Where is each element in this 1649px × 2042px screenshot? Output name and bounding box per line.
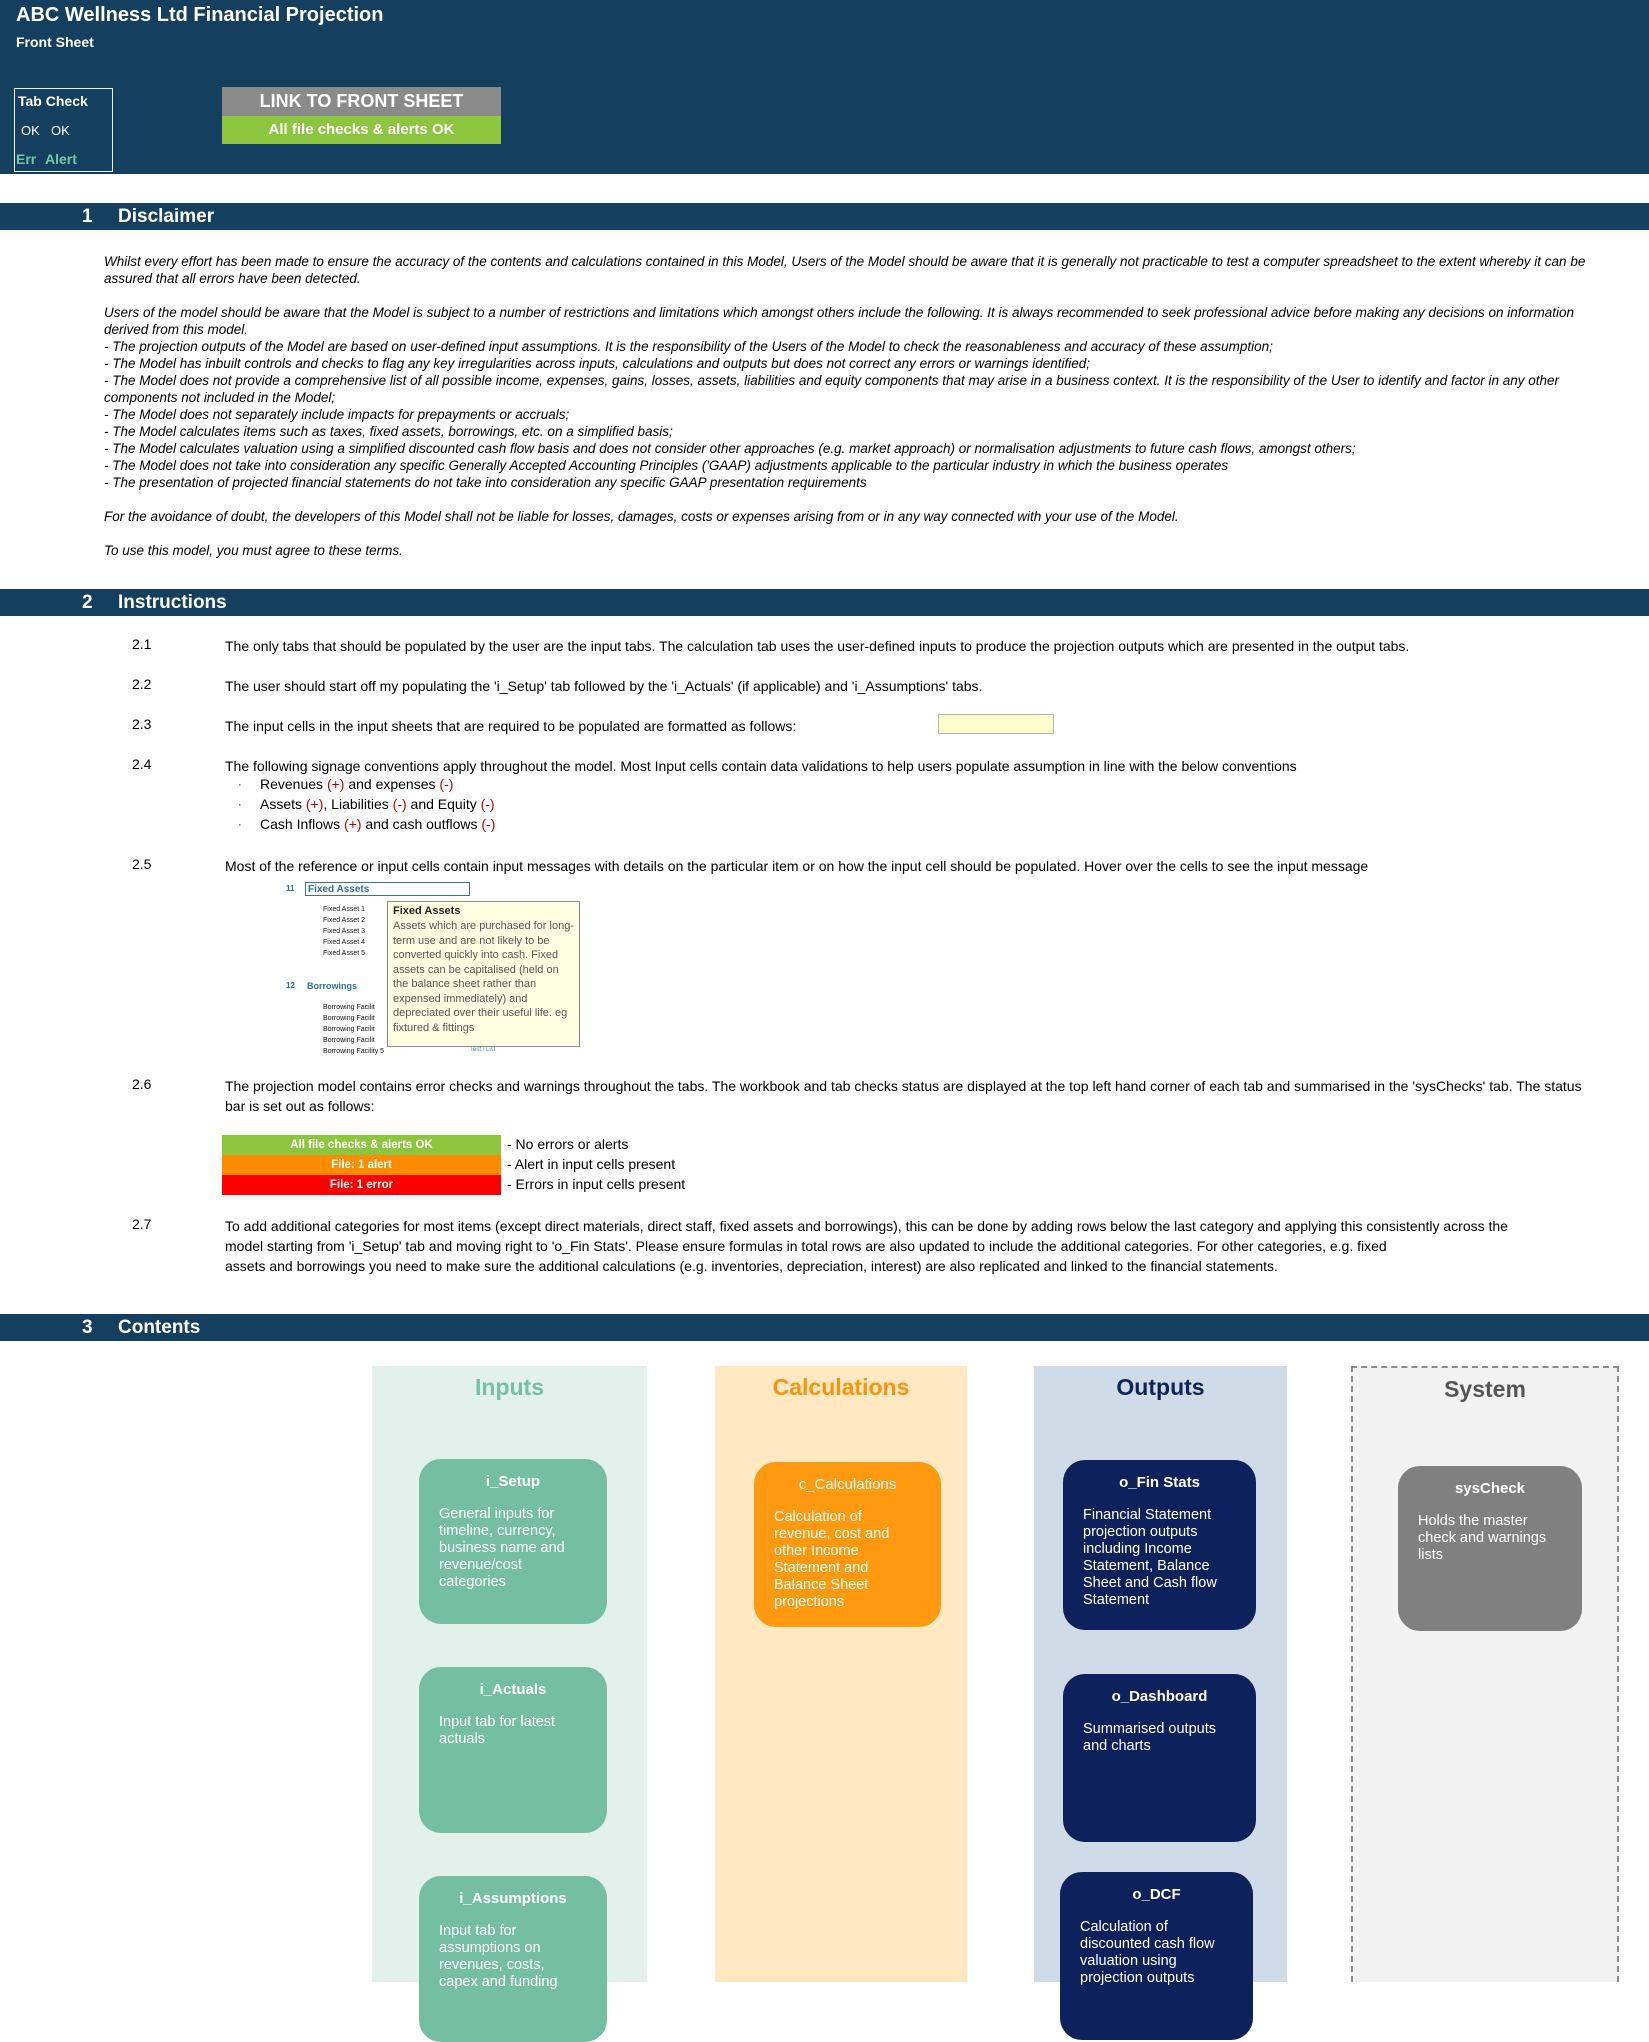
card-title: o_Dashboard xyxy=(1111,1688,1208,1705)
bullet-text: Revenues xyxy=(260,776,327,792)
bullet-icon: · xyxy=(238,779,242,791)
bullet-text: Assets xyxy=(260,796,306,812)
example-asset-row: Fixed Asset 2 xyxy=(323,917,366,924)
card-title: sysCheck xyxy=(1454,1480,1526,1497)
instruction-number: 2.2 xyxy=(132,676,152,692)
example-borrowing-row: Borrowing Facilit xyxy=(323,1015,375,1022)
instruction-text: The only tabs that should be populated by the user are the input tabs. The calculation tab uses the user-defined inputs to produce the projection outputs which are presented in the output tabs. xyxy=(225,638,1410,654)
instruction-text: The projection model contains error checks and warnings throughout the tabs. The workbook and tab checks status are displayed at the top left hand corner of each tab and summarised in the 'sysChecks' tab. The status bar is set out as follows: xyxy=(225,1078,1582,1114)
example-asset-row: Fixed Asset 5 xyxy=(323,950,366,957)
disclaimer-item: - The projection outputs of the Model are based on user-defined input assumptions. It is the responsibility of the Users of the Model to check the reasonableness and accuracy of these assumption; xyxy=(104,339,1273,354)
example-row-number: 12 xyxy=(286,981,295,990)
input-message-tooltip xyxy=(387,901,580,1047)
instruction-text: The user should start off my populating the 'i_Setup' tab followed by the 'i_Actuals' (if applicable) and 'i_Assumptions' tabs. xyxy=(225,678,983,694)
example-borrowing-row: Borrowing Facilit xyxy=(323,1026,375,1033)
tab-card-o-dashboard[interactable] xyxy=(1063,1674,1256,1842)
card-title: i_Setup xyxy=(485,1473,541,1490)
instruction-text xyxy=(225,1216,1585,1276)
tab-card-i-actuals[interactable] xyxy=(419,1667,607,1833)
section-number: 1 xyxy=(82,206,93,227)
section-bar-instructions xyxy=(0,589,1649,616)
bullet-text: and Equity xyxy=(406,796,481,812)
disclaimer-item: - The Model calculates valuation using a simplified discounted cash flow basis and does not consider other approaches (e.g. market approach) or normalisation adjustments to future cash flows, amongst others; xyxy=(104,441,1356,456)
contents-system-column xyxy=(1351,1366,1619,1982)
tab-check-box xyxy=(14,88,113,172)
card-description: Calculation of revenue, cost and other Income Statement and Balance Sheet projections xyxy=(774,1509,890,1610)
tooltip-body: Assets which are purchased for long-term use and are not likely to be converted quickly into cash. Fixed assets can be capitalised (held on the balance sheet rather than expensed immediately) and depreciated over their useful life. eg fixtured & fittings xyxy=(393,920,574,1034)
contents-inputs-column xyxy=(372,1366,647,1990)
tab-card-syscheck[interactable] xyxy=(1398,1466,1582,1631)
status-legend-desc: - No errors or alerts xyxy=(507,1136,629,1152)
bullet-icon: · xyxy=(238,799,242,811)
disclaimer-item: - The Model has inbuilt controls and checks to flag any key irregularities across inputs, calculations and outputs but does not correct any errors or warnings identified; xyxy=(104,356,1091,371)
card-title: c_Calculations xyxy=(798,1476,897,1493)
example-borrowing-row: Borrowing Facilit xyxy=(323,1037,375,1044)
disclaimer-item: - The Model does not separately include impacts for prepayments or accruals; xyxy=(104,407,570,422)
section-label: Contents xyxy=(118,1317,201,1338)
instruction-text: The input cells in the input sheets that are required to be populated are formatted as follows: xyxy=(225,718,797,734)
section-bar-contents xyxy=(0,1314,1649,1341)
tab-card-i-setup[interactable] xyxy=(419,1459,607,1624)
disclaimer-paragraph: For the avoidance of doubt, the developers of this Model shall not be liable for losses, damages, costs or expenses arising from or in any way connected with your use of the Model. xyxy=(104,509,1179,524)
column-title-system: System xyxy=(1444,1376,1526,1402)
sign-positive: (+) xyxy=(305,796,324,812)
tooltip-title: Fixed Assets xyxy=(393,905,461,917)
status-legend-desc: - Alert in input cells present xyxy=(507,1156,676,1172)
disclaimer-paragraph: To use this model, you must agree to these terms. xyxy=(104,543,403,558)
instruction-number: 2.1 xyxy=(132,636,152,652)
example-fixed-assets-cell: Fixed Assets xyxy=(305,882,470,896)
sign-convention-assets xyxy=(260,796,495,812)
disclaimer-item: - The Model does not take into consideration any specific Generally Accepted Accounting Principles ('GAAP) adjustments applicable to the particular industry in which the business operates xyxy=(104,458,1229,473)
instruction-number: 2.6 xyxy=(132,1076,152,1092)
status-legend-alert: File: 1 alert xyxy=(222,1155,501,1175)
status-legend-desc: - Errors in input cells present xyxy=(507,1176,686,1192)
column-title-inputs: Inputs xyxy=(475,1374,544,1400)
card-description: Input tab for latest actuals xyxy=(439,1714,556,1747)
instruction-text: The following signage conventions apply throughout the model. Most Input cells contain data validations to help users populate assumption in line with the below conventions xyxy=(225,758,1297,774)
instruction-text: Most of the reference or input cells contain input messages with details on the particular item or on how the input cell should be populated. Hover over the cells to see the input message xyxy=(225,858,1369,874)
file-status-bar: All file checks & alerts OK xyxy=(222,116,501,144)
sign-negative: (-) xyxy=(439,776,454,792)
disclaimer-text xyxy=(104,253,1604,559)
contents-calculations-column xyxy=(715,1366,967,1982)
tab-check-ok: OK xyxy=(21,123,40,138)
sign-positive: (+) xyxy=(344,816,362,832)
tab-card-i-assumptions[interactable] xyxy=(419,1876,607,2042)
disclaimer-item: - The Model does not provide a comprehensive list of all possible income, expenses, gains, losses, assets, liabilities and equity components that may arise in a business context. It is the responsibility of the User to identify and factor in any other components not included in the Model; xyxy=(104,373,1560,405)
instruction-line: model starting from 'i_Setup' tab and moving right to 'o_Fin Stats'. Please ensure formulas in total rows are also updated to include the additional categories. For other categories, e.g. fixed xyxy=(225,1238,1387,1254)
disclaimer-paragraph: Whilst every effort has been made to ensure the accuracy of the contents and calculations contained in this Model, Users of the Model should be aware that it is generally not practicable to test a computer spreadsheet to the extent whereby it can be assured that all errors have been detected. xyxy=(104,254,1586,286)
card-description: Financial Statement projection outputs including Income Statement, Balance Sheet and Cash flow Statement xyxy=(1083,1507,1217,1608)
bullet-text: and cash outflows xyxy=(361,816,482,832)
card-title: o_DCF xyxy=(1132,1886,1181,1903)
example-asset-row: Fixed Asset 4 xyxy=(323,939,366,946)
page-title: ABC Wellness Ltd Financial Projection xyxy=(16,4,384,26)
instruction-number: 2.3 xyxy=(132,716,152,732)
sign-convention-cash xyxy=(260,816,495,832)
column-title-calculations: Calculations xyxy=(772,1374,910,1400)
bullet-text: Cash Inflows xyxy=(260,816,345,832)
tab-card-o-dcf[interactable] xyxy=(1060,1872,1253,2040)
sign-negative: (-) xyxy=(480,796,495,812)
example-asset-row: Fixed Asset 1 xyxy=(323,906,366,913)
tab-check-title: Tab Check xyxy=(18,93,88,109)
example-asset-row: Fixed Asset 3 xyxy=(323,928,366,935)
disclaimer-item: - The presentation of projected financial statements do not take into consideration any specific GAAP presentation requirements xyxy=(104,475,867,490)
section-bar-disclaimer xyxy=(0,203,1649,230)
instruction-line: assets and borrowings you need to make sure the additional calculations (e.g. inventories, depreciation, interest) are also replicated and linked to the financial statements. xyxy=(225,1258,1278,1274)
tab-card-c-calculations[interactable] xyxy=(754,1462,941,1627)
disclaimer-item: - The Model calculates items such as taxes, fixed assets, borrowings, etc. on a simplified basis; xyxy=(104,424,673,439)
instruction-number: 2.7 xyxy=(132,1216,152,1232)
card-description: Summarised outputs and charts xyxy=(1083,1721,1216,1754)
contents-outputs-column xyxy=(1034,1366,1287,1986)
card-description: Calculation of discounted cash flow valuation using projection outputs xyxy=(1080,1919,1215,1986)
section-number: 3 xyxy=(82,1317,93,1338)
bullet-icon: · xyxy=(238,819,242,831)
sign-positive: (+) xyxy=(326,776,345,792)
section-number: 2 xyxy=(82,592,93,613)
tab-check-err: Err xyxy=(16,151,37,167)
instruction-number: 2.4 xyxy=(132,756,152,772)
tab-check-ok: OK xyxy=(51,123,70,138)
instruction-line: To add additional categories for most items (except direct materials, direct staff, fixed assets and borrowings), this can be done by adding rows below the last category and applying this consistently across the xyxy=(225,1218,1508,1234)
sign-negative: (-) xyxy=(481,816,496,832)
instruction-number: 2.5 xyxy=(132,856,152,872)
example-borrowing-row: Borrowing Facilit xyxy=(323,1004,375,1011)
card-title: i_Assumptions xyxy=(459,1890,567,1907)
card-title: o_Fin Stats xyxy=(1119,1474,1200,1491)
bullet-text: and expenses xyxy=(344,776,440,792)
section-label: Instructions xyxy=(118,592,227,613)
section-label: Disclaimer xyxy=(118,206,215,227)
example-row-number: 11 xyxy=(286,884,295,893)
page-subtitle: Front Sheet xyxy=(16,34,94,50)
tab-check-alert: Alert xyxy=(45,151,77,167)
column-title-outputs: Outputs xyxy=(1116,1374,1205,1400)
disclaimer-paragraph: Users of the model should be aware that the Model is subject to a number of restrictions and limitations which amongst others include the following. It is always recommended to seek professional advice before making any decisions on information derived from this model. xyxy=(104,305,1575,337)
bullet-text: , Liabilities xyxy=(323,796,393,812)
example-list-label: Test / List xyxy=(470,1047,496,1053)
sign-negative: (-) xyxy=(392,796,407,812)
card-title: i_Actuals xyxy=(479,1681,547,1698)
status-legend-error: File: 1 error xyxy=(222,1175,501,1195)
status-legend-ok: All file checks & alerts OK xyxy=(222,1135,501,1155)
sign-convention-revenues xyxy=(260,776,453,792)
tab-card-o-fin-stats[interactable] xyxy=(1063,1460,1256,1630)
card-description: General inputs for timeline, currency, business name and revenue/cost categories xyxy=(439,1506,565,1590)
input-cell-format-sample xyxy=(938,714,1054,734)
header-bar xyxy=(0,0,1649,174)
example-borrowing-row: Borrowing Facility 5 xyxy=(323,1048,385,1055)
card-description: Holds the master check and warnings lists xyxy=(1418,1513,1547,1563)
card-description: Input tab for assumptions on revenues, costs, capex and funding xyxy=(439,1923,558,1990)
link-to-front-sheet-button[interactable]: LINK TO FRONT SHEET xyxy=(222,87,501,116)
example-borrowings-label: Borrowings xyxy=(307,981,358,991)
